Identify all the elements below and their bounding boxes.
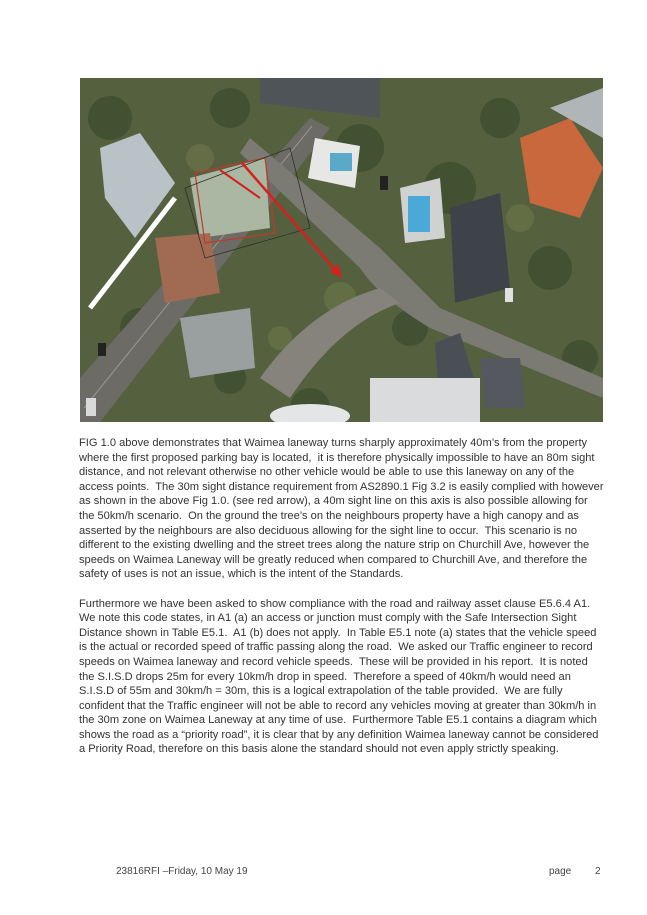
satellite-image-icon — [80, 78, 603, 422]
aerial-photo-figure — [80, 78, 603, 422]
footer-doc-ref: 23816RFI –Friday, 10 May 19 — [116, 866, 248, 877]
footer-page-label: page — [549, 866, 572, 877]
footer-page-number: 2 — [595, 866, 601, 877]
body-text — [79, 436, 605, 772]
paragraph-fig-discussion: FIG 1.0 above demonstrates that Waimea laneway turns sharply approximately 40m’s from the property where the first proposed parking bay is located, it is therefore physically impossible to have an 80m sight distance, and not relevant otherwise no other vehicle would be able to use this laneway on any of the access points. The 30m sight distance requirement from AS2890.1 Fig 3.2 is easily complied with however as shown in the above Fig 1.0. (see red arrow), a 40m sight line on this axis is also possible allowing for the 50km/h scenario. On the ground the tree’s on the neighbours property have a high canopy and as asserted by the neighbours are also deciduous allowing for the sight line to occur. This scenario is no different to the existing dwelling and the street trees along the nature strip on Churchill Ave, however the speeds on Waimea Laneway will be greatly reduced when compared to Churchill Ave, and therefore the safety of uses is not an issue, which is the intent of the Standards. — [79, 437, 607, 581]
paragraph-compliance: Furthermore we have been asked to show compliance with the road and railway asset clause E5.6.4 A1. We note this code states, in A1 (a) an access or junction must comply with the Safe Intersection Sight Distance shown in Table E5.1. A1 (b) does not apply. In Table E5.1 note (a) states that the vehicle speed is the actual or recorded speed of traffic passing along the road. We asked our Traffic engineer to record speeds on Waimea laneway and record vehicle speeds. These will be provided in his report. It is noted the S.I.S.D drops 25m for every 10km/h drop in speed. Therefore a speed of 40km/h would need an S.I.S.D of 55m and 30km/h = 30m, this is a logical extrapolation of the table provided. We are fully confident that the Traffic engineer will not be able to record any vehicles moving at greater than 30km/h in the 30m zone on Waimea Laneway at any time of use. Furthermore Table E5.1 contains a diagram which shows the road as a “priority road”, it is clear that by any definition Waimea laneway cannot be considered a Priority Road, therefore on this basis alone the standard should not even apply strictly speaking. — [79, 597, 602, 756]
